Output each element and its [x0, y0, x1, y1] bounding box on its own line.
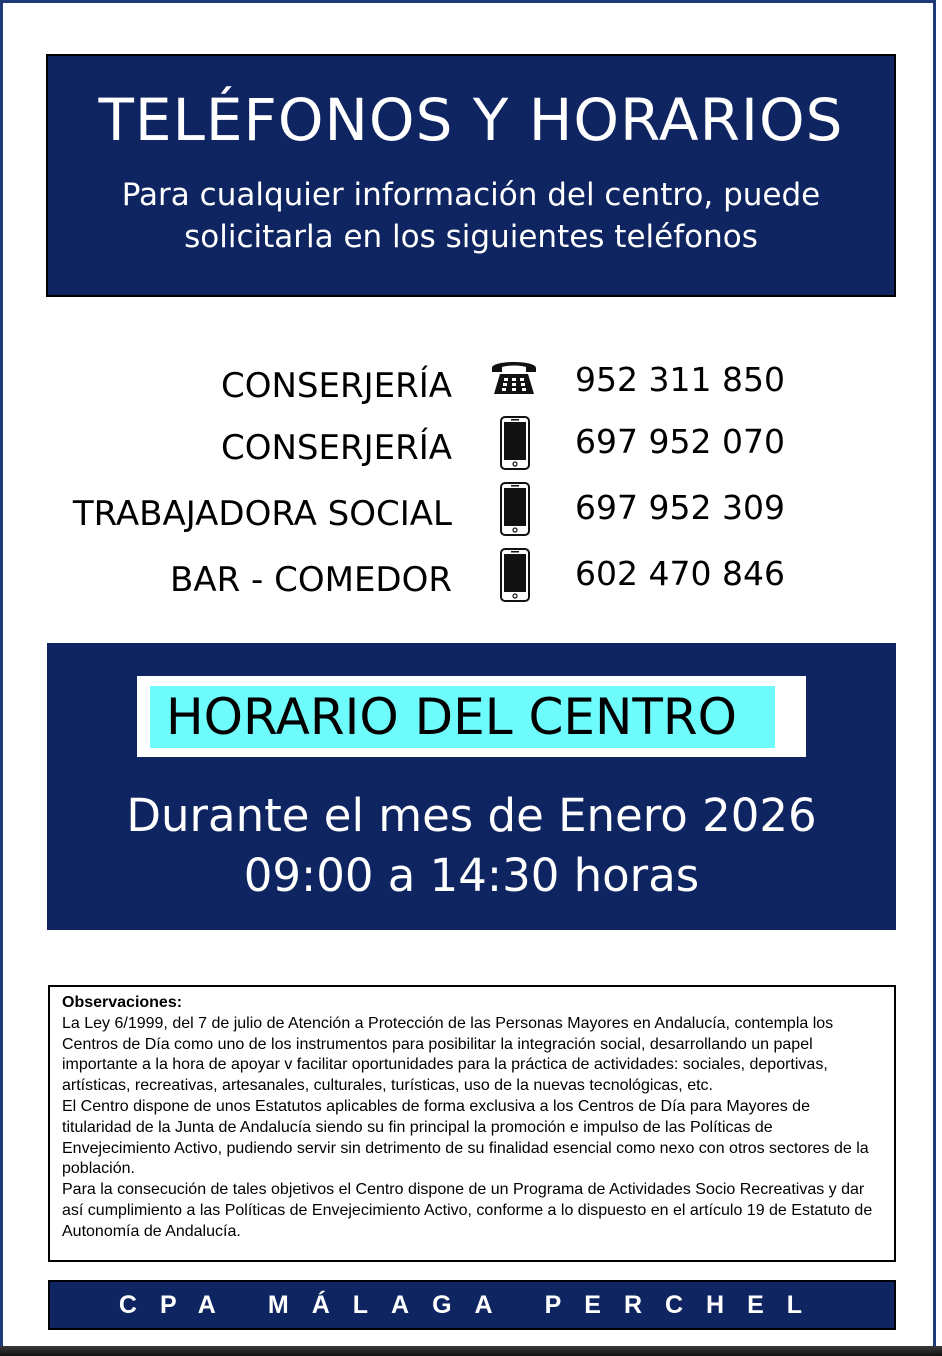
hours-box — [47, 643, 896, 930]
phone-row — [0, 548, 942, 608]
phone-row — [0, 482, 942, 542]
phone-label: CONSERJERÍA — [220, 366, 452, 406]
observations-title: Observaciones: — [62, 994, 183, 1011]
observations-paragraph: El Centro dispone de unos Estatutos aplicables de forma exclusiva a los Centros de Día para Mayores de titularidad de la Junta de Andalucía siendo su fin principal la promoción e impulso de las Políticas de Envejecimiento Activo, pudiendo servir sin detrimento de su finalidad esencial como nexo con otros sectores de la población. — [62, 1097, 869, 1178]
phone-number[interactable]: 602 470 846 — [575, 554, 785, 593]
phone-number[interactable]: 952 311 850 — [575, 360, 785, 399]
mobile-phone-icon — [496, 416, 536, 479]
footer-text: CPA MÁLAGA PERCHEL — [118, 1291, 826, 1319]
phone-row — [0, 416, 942, 476]
phone-label: BAR - COMEDOR — [170, 560, 452, 600]
bottom-edge — [0, 1346, 942, 1356]
footer-banner — [48, 1280, 896, 1330]
header-subtitle: Para cualquier información del centro, puede solicitarla en los siguientes teléfonos — [121, 177, 821, 255]
observations-paragraph: La Ley 6/1999, del 7 de julio de Atención a Protección de las Personas Mayores en Andalucía, contempla los Centros de Día como uno de los instrumentos para posibilitar la integración social, desarrollando un papel importante a la hora de apoyar v facilitar oportunidades para la práctica de actividades: sociales, deportivas, artísticas, recreativas, artesanales, culturales, turísticas, uso de la nuevas tecnológicas, etc. — [62, 1014, 834, 1095]
header-box — [46, 54, 896, 297]
hours-title: HORARIO DEL CENTRO — [150, 686, 775, 748]
phone-number[interactable]: 697 952 309 — [575, 488, 785, 527]
phone-label: TRABAJADORA SOCIAL — [72, 494, 452, 534]
phone-row — [0, 354, 942, 414]
observations-paragraph: Para la consecución de tales objetivos el Centro dispone de un Programa de Actividades Socio Recreativas y dar así cumplimiento a las Políticas de Envejecimiento Activo, conforme a lo dispuesto en el artículo 19 de Estatuto de Autonomía de Andalucía. — [62, 1181, 873, 1240]
mobile-phone-icon — [496, 482, 536, 545]
hours-title-frame — [137, 676, 806, 757]
mobile-phone-icon — [496, 548, 536, 611]
page-title: TELÉFONOS Y HORARIOS — [98, 86, 844, 154]
observations-box — [48, 985, 896, 1262]
phone-number[interactable]: 697 952 070 — [575, 422, 785, 461]
phone-label: CONSERJERÍA — [220, 428, 452, 468]
hours-time: 09:00 a 14:30 horas — [243, 849, 700, 902]
hours-month: Durante el mes de Enero 2026 — [126, 789, 817, 842]
landline-phone-icon — [488, 354, 540, 403]
